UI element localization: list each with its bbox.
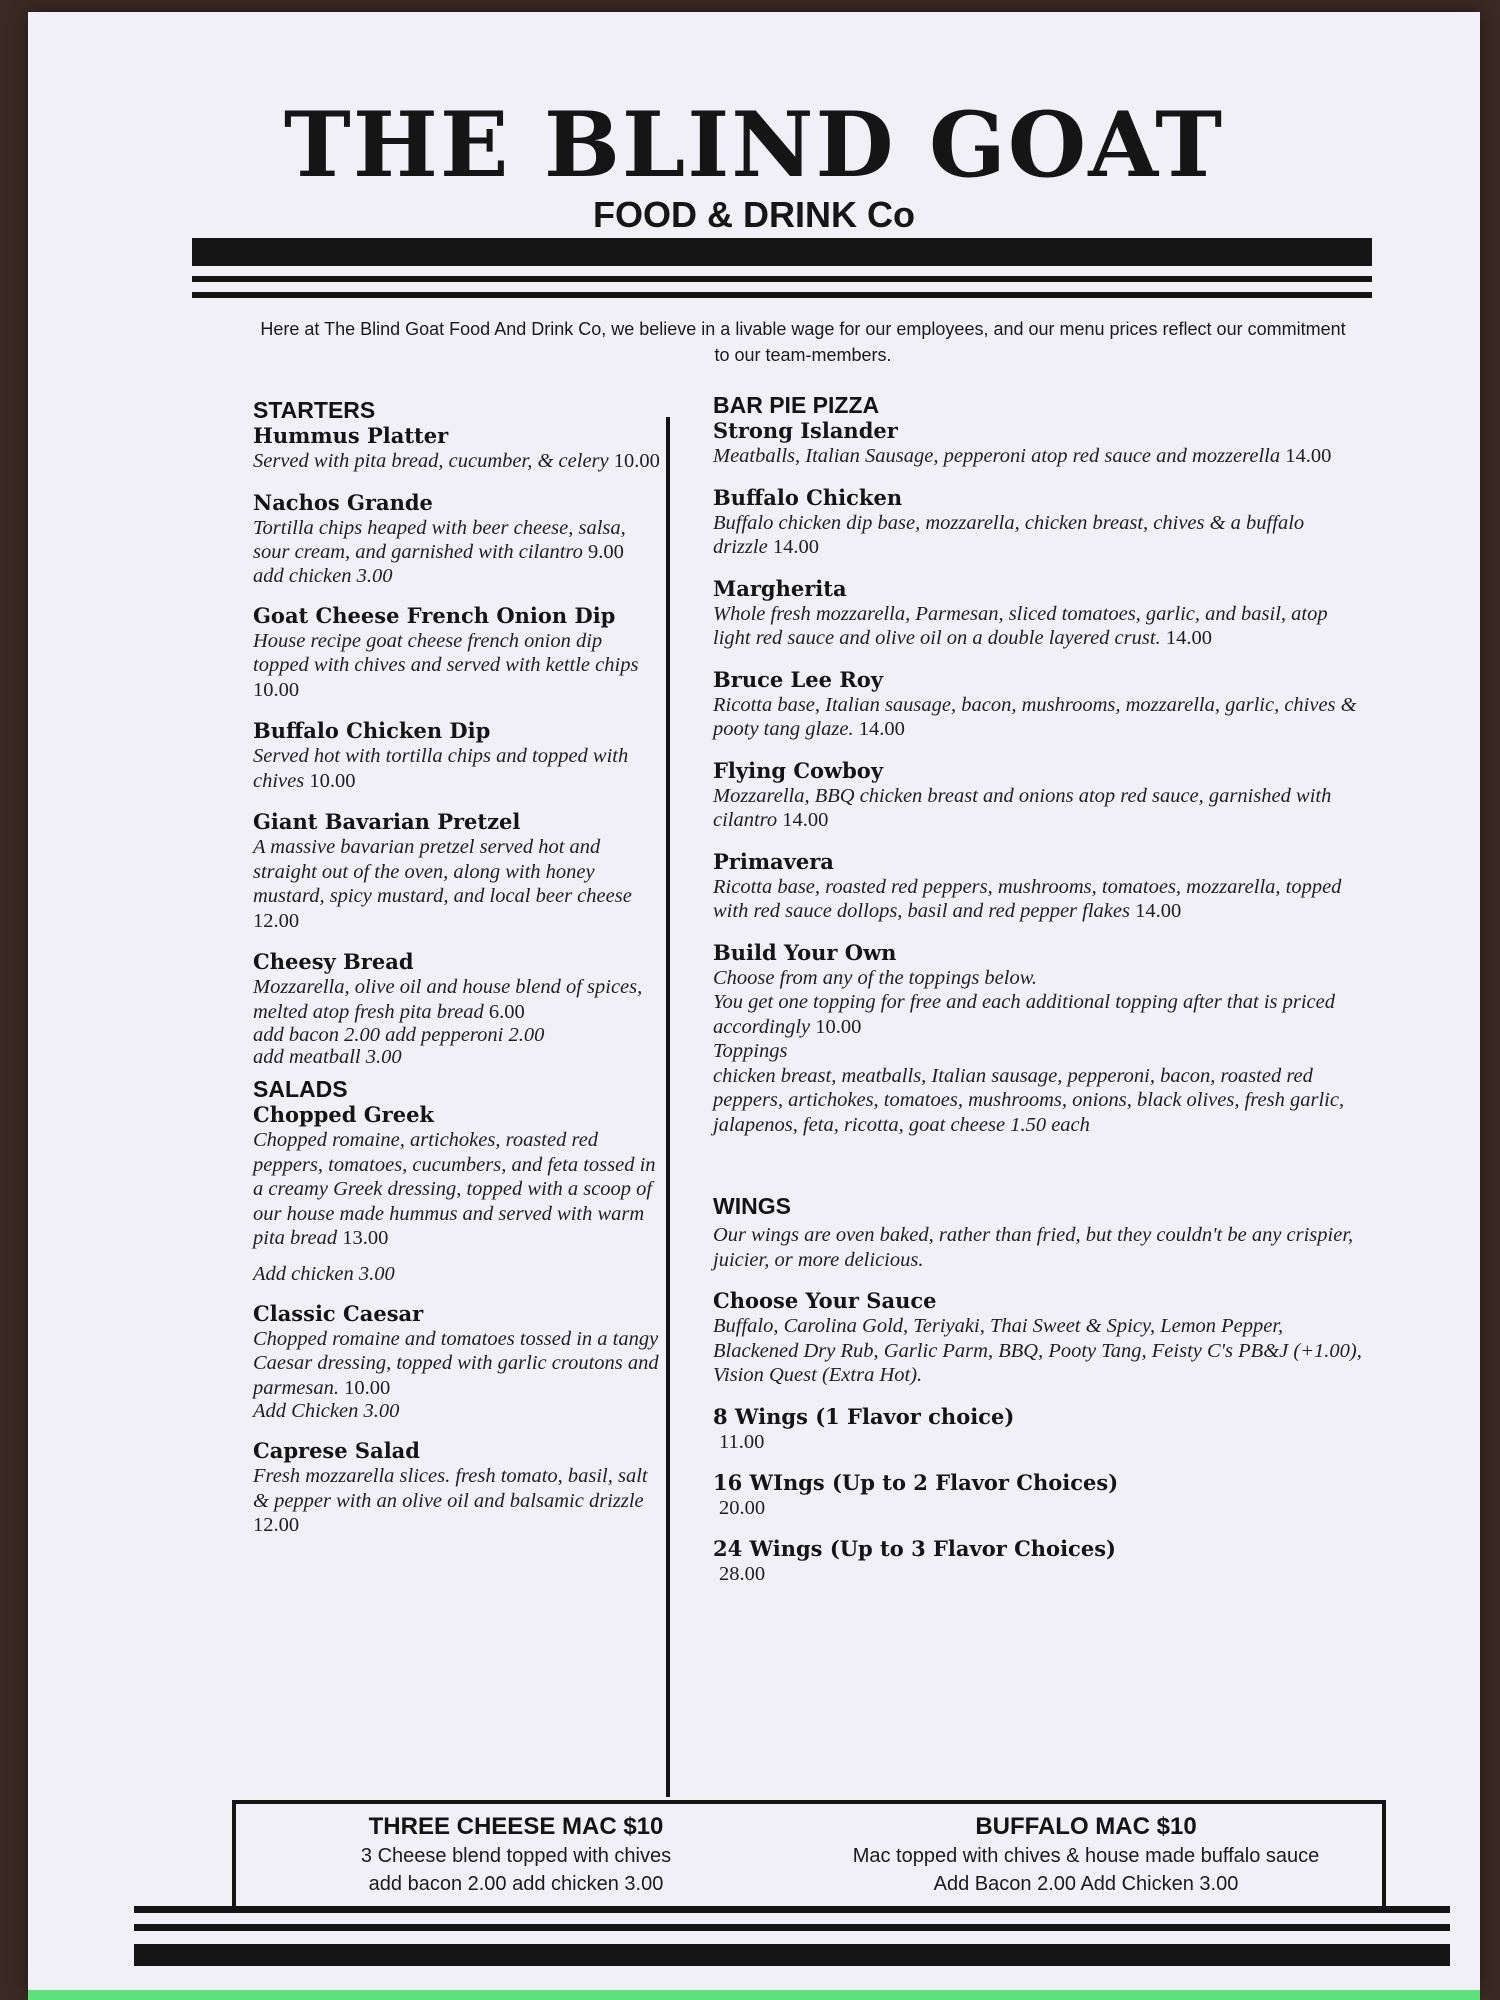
item-description: Ricotta base, roasted red peppers, mushrooms, tomatoes, mozzarella, topped with red sauce dollops, basil and red pepper flakes 14.00: [713, 875, 1342, 922]
restaurant-subtitle: FOOD & DRINK Co: [593, 194, 915, 235]
item-name: Bruce Lee Roy: [713, 666, 883, 692]
footer-thin-rule-2: [134, 1924, 1450, 1931]
menu-item: [253, 1438, 663, 1538]
item-price: 14.00: [1165, 627, 1212, 649]
menu-item: [713, 758, 1363, 833]
menu-item: [713, 576, 1363, 651]
footer-thick-rule: [134, 1944, 1450, 1966]
item-addon: add chicken 3.00: [253, 564, 393, 587]
item-price: 12.00: [253, 1514, 300, 1536]
item-description: Chopped romaine and tomatoes tossed in a tangy Caesar dressing, topped with garlic croutons and parmesan. 10.00: [253, 1327, 659, 1399]
menu-item: [253, 718, 663, 793]
right-column: [713, 392, 1363, 1602]
item-name: Hummus Platter: [253, 423, 449, 448]
item-price: 9.00: [588, 541, 624, 563]
section-heading-starters: STARTERS: [253, 397, 376, 423]
wing-option: [713, 1470, 1363, 1520]
item-description: Ricotta base, Italian sausage, bacon, mushrooms, mozzarella, garlic, chives & pooty tang glaze. 14.00: [713, 693, 1357, 740]
footer-thin-rule-1: [134, 1906, 1450, 1913]
item-name: Caprese Salad: [253, 1438, 420, 1463]
item-name: Flying Cowboy: [713, 757, 884, 783]
item-price: 10.00: [815, 1015, 862, 1038]
item-price: 10.00: [309, 769, 356, 792]
restaurant-title: THE BLIND GOAT: [283, 92, 1225, 198]
wing-option: [713, 1404, 1363, 1454]
item-name: Chopped Greek: [253, 1102, 434, 1127]
menu-item: [253, 603, 663, 703]
item-description: Tortilla chips heaped with beer cheese, salsa, sour cream, and garnished with cilantro 9.00: [253, 516, 626, 563]
mac-item: [806, 1812, 1366, 1898]
menu-item: [713, 667, 1363, 742]
mac-description: Mac topped with chives & house made buffalo sauce: [852, 1845, 1320, 1867]
item-price: 14.00: [858, 718, 905, 740]
item-name: Cheesy Bread: [253, 949, 414, 974]
section-heading-salads: SALADS: [253, 1076, 348, 1102]
item-name: Strong Islander: [713, 418, 898, 443]
left-column: [253, 397, 663, 1554]
header-thick-rule: [192, 238, 1372, 266]
item-price: 10.00: [344, 1376, 391, 1399]
item-description: Chopped romaine, artichokes, roasted red peppers, tomatoes, cucumbers, and feta tossed in a creamy Greek dressing, topped with a scoop of our house made hummus and served with warm pita bread 13.00: [253, 1129, 656, 1249]
item-addon: Add Chicken 3.00: [253, 1400, 400, 1422]
background-glow: [28, 1990, 1480, 2000]
toppings-list: chicken breast, meatballs, Italian sausage, pepperoni, bacon, roasted red peppers, artichokes, tomatoes, mushrooms, onions, black olives, fresh garlic, jalapenos, feta, ricotta, goat cheese 1.50 each: [713, 1064, 1345, 1136]
item-description: Served hot with tortilla chips and topped with chives 10.00: [253, 745, 629, 792]
item-price: 11.00: [719, 1430, 765, 1453]
item-name: Primavera: [713, 848, 834, 874]
mac-title: THREE CHEESE MAC $10: [368, 1813, 664, 1840]
intro-text: Here at The Blind Goat Food And Drink Co, we believe in a livable wage for our employees, and our menu prices reflect our commitment to our team-members.: [260, 319, 1346, 365]
item-name: Buffalo Chicken Dip: [253, 718, 491, 743]
item-name: Classic Caesar: [253, 1300, 424, 1326]
build-instructions: Choose from any of the toppings below.: [713, 966, 1037, 989]
item-price: 12.00: [253, 909, 300, 932]
menu-item: [253, 423, 663, 474]
menu-item: [713, 849, 1363, 924]
item-description: A massive bavarian pretzel served hot and straight out of the oven, along with honey mustard, spicy mustard, and local beer cheese 12.00: [253, 836, 632, 932]
menu-page: [28, 12, 1480, 1992]
item-price: 14.00: [1285, 445, 1332, 467]
item-name: 8 Wings (1 Flavor choice): [713, 1403, 1015, 1429]
item-description: Buffalo chicken dip base, mozzarella, chicken breast, chives & a buffalo drizzle 14.00: [713, 511, 1305, 558]
menu-item: [253, 949, 663, 1068]
section-heading-pizza: BAR PIE PIZZA: [713, 392, 880, 418]
column-divider: [666, 417, 670, 1797]
item-price: 10.00: [613, 450, 660, 472]
item-name: Nachos Grande: [253, 489, 433, 515]
build-pricing: You get one topping for free and each additional topping after that is priced accordingly 10.00: [713, 991, 1335, 1038]
item-description: Fresh mozzarella slices. fresh tomato, basil, salt & pepper with an olive oil and balsamic drizzle 12.00: [253, 1465, 648, 1536]
mac-item: [256, 1812, 776, 1898]
item-name: Choose Your Sauce: [713, 1288, 937, 1313]
item-addon: add meatball 3.00: [253, 1046, 402, 1068]
wing-option: [713, 1536, 1363, 1586]
section-heading-wings: WINGS: [713, 1193, 791, 1219]
item-description: House recipe goat cheese french onion dip topped with chives and served with kettle chips 10.00: [253, 629, 639, 701]
item-price: 14.00: [772, 536, 819, 558]
item-name: Goat Cheese French Onion Dip: [253, 602, 616, 628]
menu-item-build-your-own: [713, 940, 1363, 1138]
item-price: 6.00: [488, 1000, 525, 1023]
item-description: Meatballs, Italian Sausage, pepperoni atop red sauce and mozzerella 14.00: [713, 445, 1332, 467]
item-name: Giant Bavarian Pretzel: [253, 809, 521, 834]
mac-addon: Add Bacon 2.00 Add Chicken 3.00: [933, 1873, 1239, 1895]
menu-item-sauces: [713, 1288, 1363, 1388]
mac-addon: add bacon 2.00 add chicken 3.00: [368, 1873, 664, 1895]
header-thin-rule-1: [192, 276, 1372, 282]
item-name: 24 Wings (Up to 3 Flavor Choices): [713, 1535, 1116, 1561]
item-price: 10.00: [253, 678, 300, 701]
menu-item: [253, 490, 663, 587]
item-name: Margherita: [713, 575, 847, 601]
item-price: 14.00: [782, 809, 829, 831]
item-name: 16 WIngs (Up to 2 Flavor Choices): [713, 1469, 1119, 1495]
menu-item: [713, 418, 1363, 469]
menu-item: [253, 1102, 663, 1285]
item-price: 20.00: [719, 1496, 766, 1519]
mac-box: [232, 1800, 1386, 1912]
menu-item: [253, 809, 663, 933]
item-description: Whole fresh mozzarella, Parmesan, sliced tomatoes, garlic, and basil, atop light red sauce and olive oil on a double layered crust. 14.00: [713, 602, 1328, 649]
toppings-label: Toppings: [713, 1040, 788, 1062]
item-price: 13.00: [342, 1227, 389, 1249]
item-description: Mozzarella, olive oil and house blend of spices, melted atop fresh pita bread 6.00: [253, 976, 643, 1023]
item-price: 28.00: [719, 1562, 766, 1585]
item-addon: add bacon 2.00 add pepperoni 2.00: [253, 1024, 545, 1046]
wings-intro: Our wings are oven baked, rather than fried, but they couldn't be any crispier, juicier, or more delicious.: [713, 1224, 1354, 1271]
menu-item: [713, 485, 1363, 560]
sauce-list: Buffalo, Carolina Gold, Teriyaki, Thai Sweet & Spicy, Lemon Pepper, Blackened Dry Rub, Garlic Parm, BBQ, Pooty Tang, Feisty C's PB&J (+1.00), Vision Quest (Extra Hot).: [713, 1315, 1362, 1386]
mac-title: BUFFALO MAC $10: [975, 1813, 1197, 1840]
item-description: Mozzarella, BBQ chicken breast and onions atop red sauce, garnished with cilantro 14.00: [713, 784, 1332, 831]
item-price: 14.00: [1135, 900, 1182, 922]
header-thin-rule-2: [192, 292, 1372, 298]
item-description: Served with pita bread, cucumber, & celery 10.00: [253, 450, 660, 472]
item-name: Buffalo Chicken: [713, 484, 903, 510]
menu-item: [253, 1301, 663, 1423]
item-addon: Add chicken 3.00: [253, 1262, 395, 1285]
mac-description: 3 Cheese blend topped with chives: [360, 1845, 672, 1867]
item-name: Build Your Own: [713, 939, 897, 965]
